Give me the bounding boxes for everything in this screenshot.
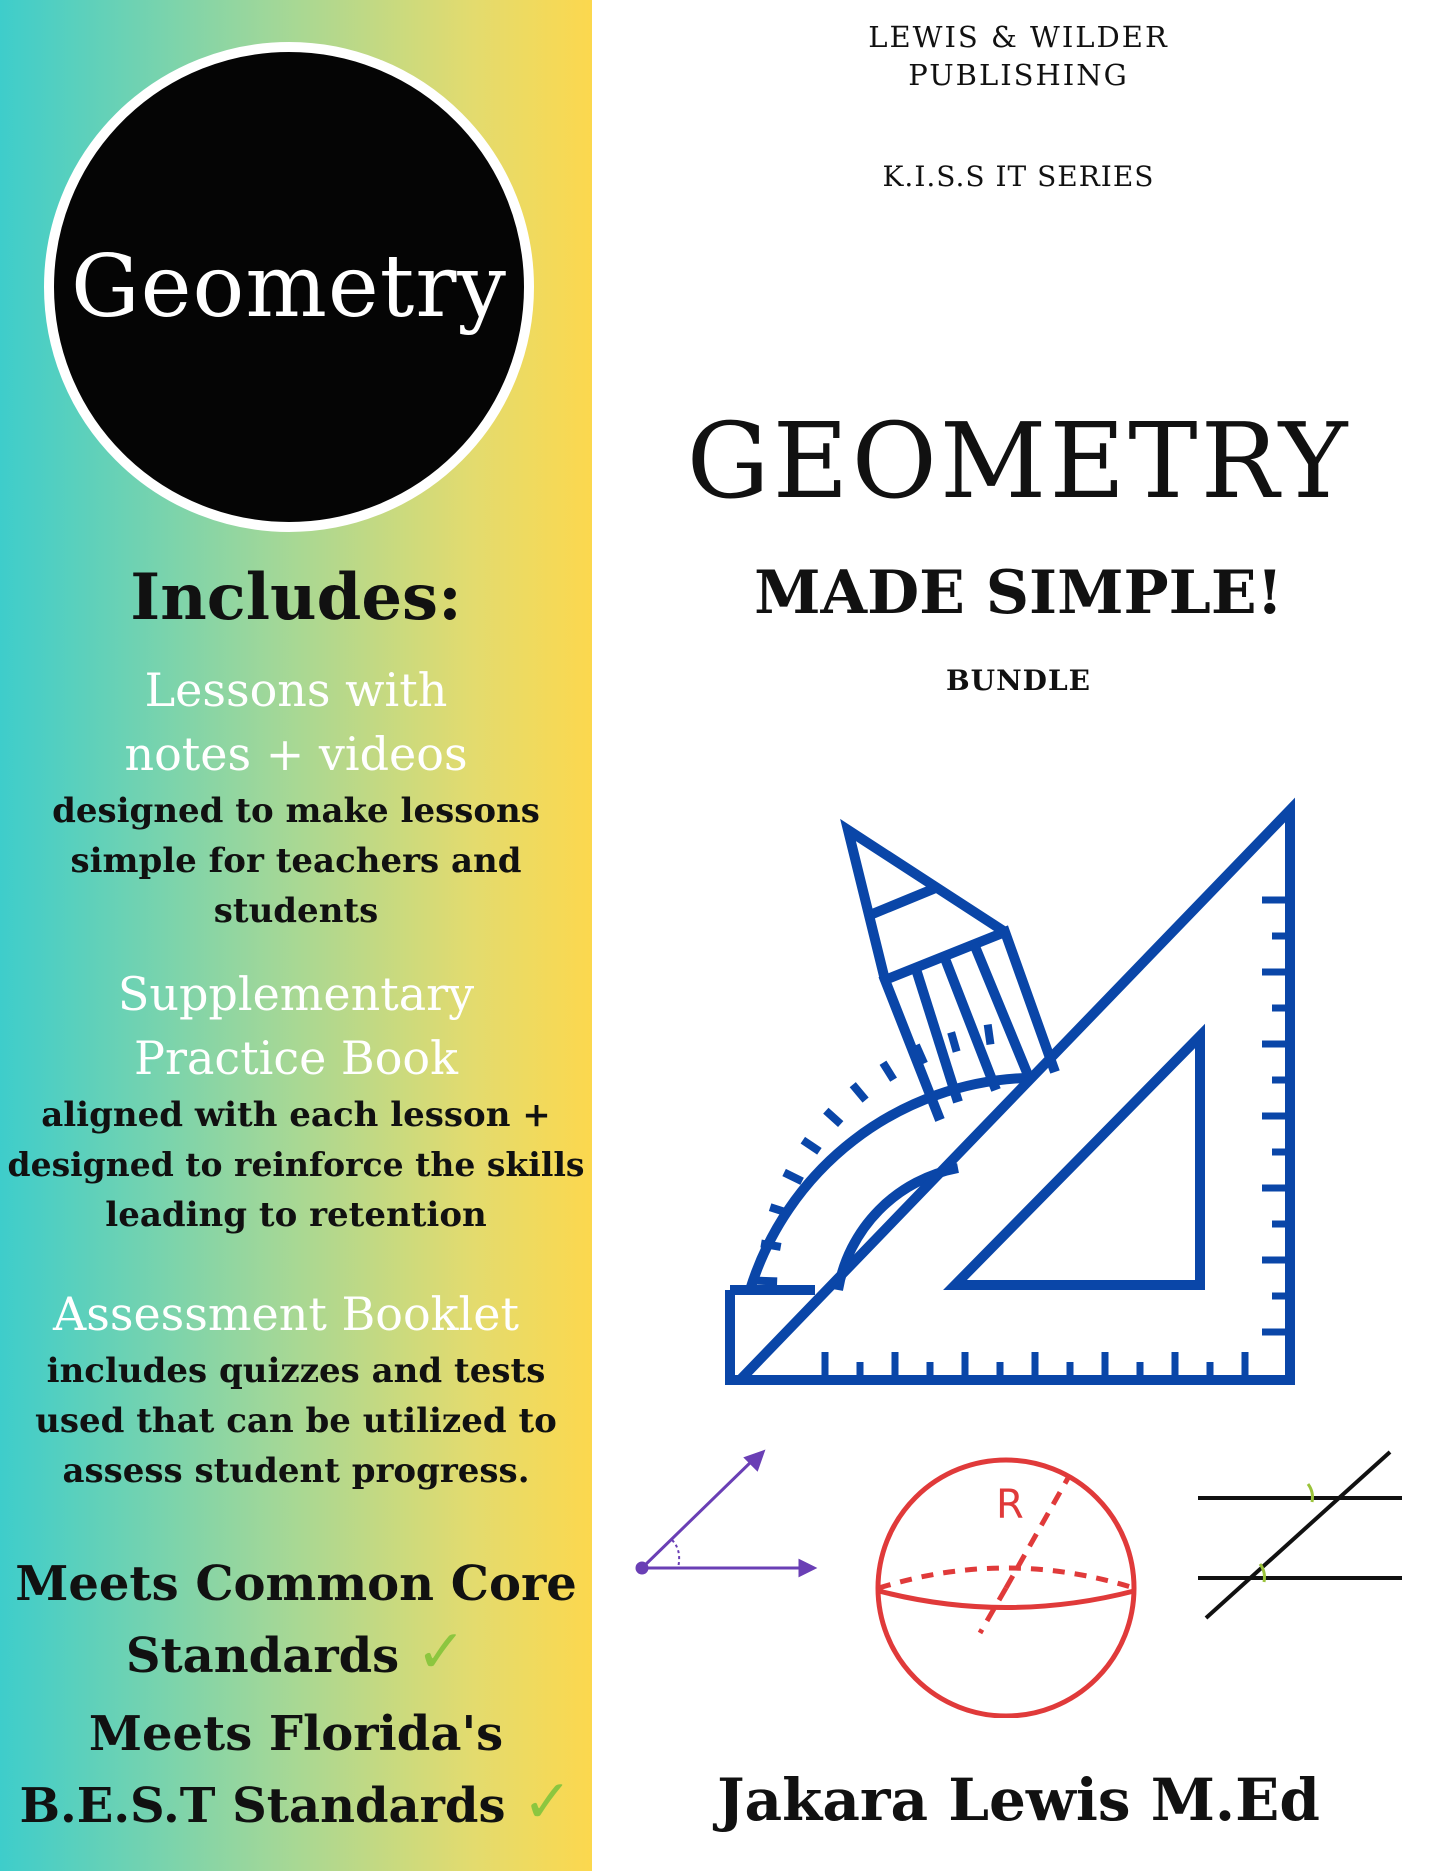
feature-title: Practice Book bbox=[134, 1031, 458, 1085]
protractor-icon bbox=[730, 1025, 1025, 1380]
standard-line: Meets Common Core bbox=[15, 1556, 577, 1612]
protractor-tick bbox=[826, 1111, 841, 1124]
feature-lessons bbox=[0, 658, 592, 936]
feature-desc: leading to retention bbox=[105, 1195, 487, 1235]
feature-desc: simple for teachers and bbox=[70, 841, 522, 881]
includes-heading: Includes: bbox=[130, 560, 462, 635]
feature-desc: students bbox=[213, 891, 379, 931]
edition-label: BUNDLE bbox=[946, 664, 1091, 697]
feature-practice-book bbox=[0, 962, 592, 1240]
sidebar bbox=[0, 0, 592, 1871]
book-subtitle: MADE SIMPLE! bbox=[754, 558, 1283, 628]
protractor-tick bbox=[784, 1173, 802, 1182]
author-name: Jakara Lewis M.Ed bbox=[717, 1766, 1320, 1834]
protractor-tick bbox=[951, 1032, 957, 1051]
feature-desc: used that can be utilized to bbox=[35, 1401, 557, 1441]
series-label: K.I.S.S IT SERIES bbox=[882, 160, 1155, 193]
geometry-badge bbox=[44, 42, 534, 532]
book-title: GEOMETRY bbox=[686, 400, 1351, 522]
feature-title: Supplementary bbox=[117, 967, 475, 1021]
set-square-icon bbox=[740, 810, 1290, 1380]
protractor-tick bbox=[988, 1025, 991, 1045]
standard-line: B.E.S.T Standards bbox=[19, 1778, 506, 1834]
publisher-line: PUBLISHING bbox=[908, 58, 1129, 92]
checkmark-icon: ✓ bbox=[522, 1767, 573, 1837]
standard-common-core bbox=[0, 1550, 592, 1690]
checkmark-icon: ✓ bbox=[415, 1617, 467, 1687]
standard-florida-best bbox=[0, 1700, 592, 1840]
standard-line: Standards bbox=[125, 1628, 400, 1684]
sphere-icon bbox=[868, 1448, 1148, 1718]
protractor-tick bbox=[761, 1243, 781, 1246]
feature-title: notes + videos bbox=[124, 727, 468, 781]
publisher-line: LEWIS & WILDER bbox=[868, 20, 1169, 54]
geometry-tools-illustration bbox=[700, 790, 1320, 1410]
angle-icon bbox=[630, 1440, 820, 1580]
feature-assessment bbox=[0, 1282, 592, 1496]
feature-desc: designed to reinforce the skills bbox=[7, 1145, 585, 1184]
protractor-tick bbox=[757, 1281, 777, 1282]
parallel-lines-icon bbox=[1190, 1440, 1420, 1630]
feature-desc: assess student progress. bbox=[62, 1451, 530, 1491]
feature-desc: designed to make lessons bbox=[52, 791, 540, 831]
protractor-tick bbox=[883, 1063, 894, 1080]
publisher bbox=[592, 18, 1445, 94]
feature-title: Assessment Booklet bbox=[53, 1287, 519, 1341]
protractor-tick bbox=[803, 1140, 820, 1151]
protractor-tick bbox=[853, 1085, 866, 1100]
feature-title: Lessons with bbox=[144, 663, 448, 717]
feature-desc: aligned with each lesson + bbox=[41, 1095, 551, 1135]
sphere-radius-label: R bbox=[996, 1482, 1024, 1528]
feature-desc: includes quizzes and tests bbox=[46, 1351, 546, 1391]
standard-line: Meets Florida's bbox=[88, 1706, 504, 1762]
badge-text: Geometry bbox=[70, 237, 508, 337]
